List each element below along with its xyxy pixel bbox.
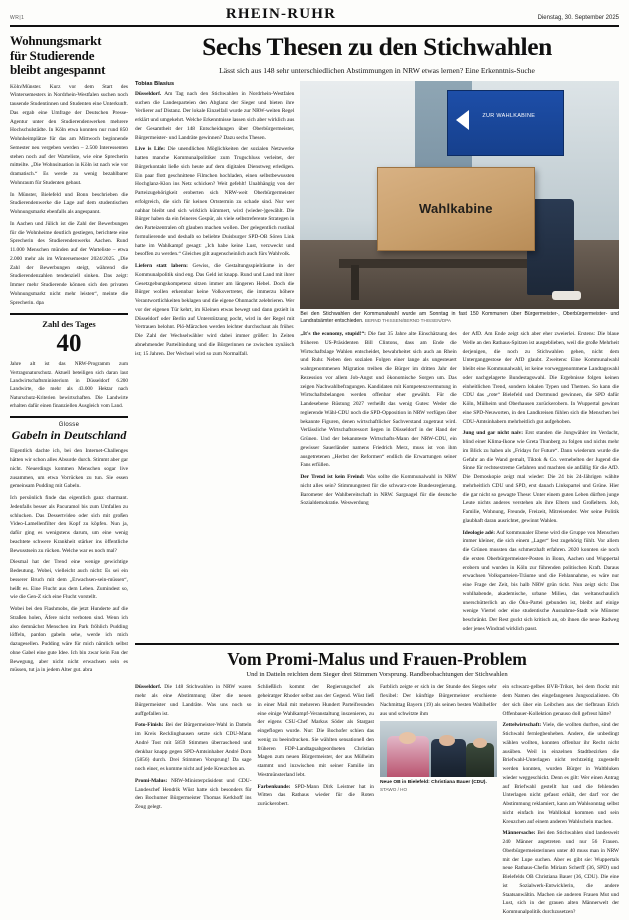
paragraph-text: Gewiss, die Gestaltungsspielräume in der Kommunalpolitik sind eng. Das Geld ist knapp. Rund und Land mit ihrer Gesetzgebungskompetenz sitzen immer am längeren Hebel. Doch die Bürger wollen erkennbar keine Volksvertreter, die immerzu höhere Verantwortlichkeiten beklagen und die eigene Ohnmacht zelebrieren. Wer vor der eigenen Tür kehrt, im Kleinen etwas bewegt und dann gezielt in Düsseldorf oder Berlin auf Unterstützung pocht, wird in der Regel mit Vertrauen belohnt. Plö-Märzchen werden leichter durchschaut als früher. Die Zahl der Wechselwähler wird dabei immer größer: In Zeiten abnehmender Parteibindung und die Bürgerinnen ne zwischen zynäisch ist; 15 Jahren. Der Wechsel wird so zum Normalfall. [135,263,295,357]
main-column [135,32,619,920]
paragraph-lead: Farbenkunde: [257,783,291,790]
zahl-des-tages-text: Jahre alt ist das NRW-Programm zum Vertragsnaturschutz. Aktuell beteiligen sich daran laut Landwirtschaftsministerium in Düsseldorf 6.200 Landwirte, die mehr als 43.000 Hektar nach Naturschutz-Kriterien bewirtschaften. Die Landwirte erhalten dafür einen finanziellen Ausgleich vom Land. [10,361,128,409]
page-title: RHEIN-RUHR [225,6,337,22]
bottom-col-1 [135,683,252,920]
left-paragraph: In Aachen und Jülich ist die Zahl der Bewerbungen für die Wohnheime deutlich gestiegen, berichtete eine Sprecherin des Studierendenwerks Aachen. Rund 11.000 Menschen münden auf der Warteliste – etwa 2.000 mehr als im Wintersemester 2024/2025. „Die Zahl der Bewerbungen steigt, während die Studierendenzahlen tendenziell sinken. Das zeigt: Immer mehr Studierende können sich den privaten Wohnungsmarkt nicht mehr leisten“, meinte die Sprecherin. dpa [10,220,128,306]
left-headline [10,34,128,78]
mini-photo-caption [380,779,497,794]
divider [135,643,619,645]
main-lower-columns [300,330,619,637]
mini-photo-caption-text: Neue OB in Bielefeld: Christiana Bauer (CDU). [380,780,487,786]
paragraph-text: Bei den Stichwahlen sind landesweit 240 Männer angetreten und nur 56 Frauen. Oberbürgermeisterinnen unter 40 muss man in NRW mit der Lupe suchen. Aber es gibt sie: Wuppertals neue Rathaus-Chefin Miriam Scherff (36, SPD) und Bielefelds OB Christiana Bauer (36, CDU). Die eine ist Sozialwerk-Entwicklerin, die andere Staatsanwältin. Machen sie anderen Frauen Mut und Lust, sich in der grauen alten Männerwelt der Kommunalpolitik durchzusetzen? [502,830,619,916]
left-paragraph: In Münster, Bielefeld und Bonn beschrieben die Studierendenwerke die Lage auf dem studentischen Wohnungsmarkt ebenfalls als angespannt. [10,191,128,216]
article-paragraph [503,721,620,826]
paragraph-lead: Jung und gar nicht naiv: [462,430,523,437]
paragraph-lead: Zettelwirtschaft: [502,722,542,729]
glosse-paragraph: Wobei bei den Flashmobs, die jetzt Hunderte auf die Straßen holen, Äfere nicht verboten sind. Wenn ich also demnächst Menschen im Park fröhlich Pudding löffeln, pardon gabeln sehe, werde ich mich dazugesellen. Pudding wäre für mich nämlich selbst ohne Gabel eine gute Idee. Ich bin zwar kein Fan der Bewegung, aber nicht nicht erwachsen sein es müssen, tut ja in jedem Alter gut. abra [10,606,128,674]
paragraph-text: Am Tag nach den Stichwahlen in Nordrhein-Westfalen suchen die Landesparteien den Abglanz der Sieger und bieten ihre Verlierer auf Distanz. Der lokale Einzelfall wurde zur NRW-weiten Regel erklärt und umgekehrt. Welche Erkenntnisse lassen sich aber wirklich aus der Gesamtheit der 148 Entscheidungen über Oberbürgermeister, Bürgermeister- und Landräte gewinnen? Dazu sechs Thesen. [135,90,295,141]
photo-voting-booth-box [377,167,535,251]
article-paragraph [135,777,252,812]
main-col-3 [463,330,619,637]
paragraph-text: Was sollte die Kommunalwahl in NRW nicht alles sein? Stimmungstest für die schwarz-rote Bundesregierung. Barometer der Wahlbereitschaft in NRW. Sargnagel für die deutsche Sozialdemokratie. Weswerdung [300,474,457,507]
article-paragraph [300,330,456,470]
paragraph-lead: Düsseldorf. [135,684,162,691]
masthead [10,3,619,27]
main-col-1 [135,81,294,637]
main-col-2 [300,330,456,637]
paragraph-text: NRW-Ministerpräsident und CDU-Landeschef Hendrik Wüst hatte sich besonders für den Bochumer Bürgermeister Thomas Kerkhoff ins Zeug gelegt. [135,777,252,811]
article-paragraph [463,429,619,525]
main-headline: Sechs Thesen zu den Stichwahlen [202,32,552,61]
left-paragraph: Köln/Münster. Kurz vor dem Start des Wintersemesters in Nordrhein-Westfalen suchen noch tausende Studentinnen und Studenten eine Unterkunft. Das ergab eine Umfrage der Deutschen Presse-Agentur unter den Studierendenwerken mehrere Hochschulstädte. In Köln etwa konnten nur rund 850 Wohnheimplätze für das am Mittwoch beginnende Semester neu vergeben werden – 2.500 Interessenten stehen noch auf der Warteliste, wie eine Sprecherin mitteilte. „Die Wohnsituation in Köln ist nach wie vor dramatisch.“ Es werde zu wenig bezahlbarer Wohnraum für Studenten gebaut. [10,83,128,186]
paragraph-lead: „It's the economy, stupid!“: [300,331,366,338]
left-column [10,32,128,920]
paragraph-lead: Der Trend ist kein Freind: [300,474,365,481]
article-paragraph: Schließlich kommt der Regierungschef als geheiratger Rhoder selbst aus der Gegend. Wüst ließ in einer Mail mit mehreren Hundert Parteifreunden eine einige Wahlkampf-Veranstaltung inszenieren, zu der eigens CSU-Chef Markus Söder als Stargast eingeflogen wurde. Nur: Die Bochofer schien das wenig zu beeindrucken. Sie wählten sensationell den früheren FDP-Landtagsabgeordneten Christian Magen zum neuen Bürgermeister, der aus Mülheim stammt und inzwischen mit seiner Familie im Westmünsterland lebt. [257,684,374,778]
glosse-label: Glosse [58,422,80,429]
divider [10,416,128,418]
photo-sign-text: ZUR WAHLKABINE [482,112,536,119]
zahl-des-tages-title: Zahl des Tages [42,319,96,330]
glosse-title [10,429,128,442]
zahl-des-tages-number: 40 [56,330,82,358]
divider [10,313,128,315]
paragraph-lead: Ideologie adé: [462,529,496,536]
left-headline-line1: Wohnungsmarkt [10,33,102,48]
bottom-col-3 [380,683,497,920]
main-article-columns [135,81,619,637]
photo-ballot-booth [300,81,619,309]
photo-credit: BERND THISSEN/BERND THISSEN/DPA [364,318,451,324]
left-headline-line2: für Studierende [10,47,95,63]
photo-direction-sign [447,90,564,156]
article-paragraph [135,90,294,143]
paragraph-lead: Live is Life: [135,146,166,153]
bottom-col-4 [503,683,620,920]
paragraph-text: Auf kommunaler Ebene wird die Gruppe von Menschen immer kleiner, die sich einem „Lager“ fest zugehörig fühlt. Vor allem die Grünen mussten das schmerzhaft erfahren. 2020 konnten sie noch die ersten Oberbürgermeister-Posten in Bonn, Aachen und Wuppertal erobern und wurden in Köln zur führenden politischen Kraft. Daraus erwachsen Volksparteien-Träume und die Fehlannahme, es wäre nur eine Frage der Zeit, bis halb NRW grün tickt. Nun zeigt sich: Das wohlhabende, akademische, urbane Milieu, das weltanschaulich unerschütterlich an die Öko-Partei gebunden ist, bleibt auf einige wenige Viertel oder eine studentische Ausnahme-Stadt wie Münster beschränkt. Der Rest guckt sich kritisch an, ob ihnen die neue Radweg oder jenes Windrad wirklich passt. [462,529,620,632]
paragraph-lead: Düsseldorf. [135,90,162,97]
photo-booth-label: Wahlkabine [418,201,493,217]
glosse-title-line2: in Deutschland [50,428,127,443]
main-photo-column [300,81,619,637]
mini-photo-credit: STAWO / HO [380,786,408,792]
photo-caption-text: Bei den Stichwahlen der Kommunalwahl wurde am Sonntag in fast 150 Kommunen über Bürgermeister-, Oberbürgermeister- und Landratsämter entschieden. [300,310,619,325]
left-headline-line3: bleibt angespannt [10,62,106,78]
article-paragraph: ein schwarz-gelbes BVB-Trikot, bei dem flockt mit dem Namen des eingefangenen Jungsozialisten. Ob der sich über ein Leibchen aus der tiefbraun Erich Offenbauer-Kollektion genauso doll gefreut hätte? [502,684,619,717]
bottom-col-2 [258,683,375,920]
page-grid [10,32,619,920]
bottom-headline: Vom Promi-Malus und Frauen-Problem [227,648,527,669]
photo-person-head [399,732,416,744]
bottom-subhead: Und in Datteln reichten dem Sieger drei Stimmen Vorsprung. Randbeobachtungen der Stichwahlen [246,671,508,679]
masthead-mark: WR|1 [10,15,25,21]
article-paragraph: Farblich zeigte er sich in der Stunde des Sieges sehr flexibel: Der künftige Bürgermeister erschiente Nachmittag Bayern (19) als seinen besten Wahlhelfer aus und schwitzte ihm [380,684,497,717]
newspaper-page [0,3,629,916]
glosse-paragraph: Ich persönlich finde das eigentlich ganz charmant. Jedenfalls besser als Pacuramol bis zum Umfallen zu schlucken. Das Dessertvideo oder sich mit großen Video-Lamellenfilter den Kopf zu köpfen. Nun ja, dafür ging es wenigstens darum, um eine wenig beachtete schwere Krankheit stärker ins öffentliche Bewusstsein zu rücken. Welche war es noch mal? [10,495,128,554]
article-paragraph: der AfD. Am Ende zeigt sich aber eher zweierlei. Erstens: Die blaue Welle an den Rathaus-Spitzen ist ausgeblieben, weil die große Mehrheit derjenigen, die noch zu Stichwahlen gehen, nicht dem Unterganggestose der AfD glaubt. Zweitens: Eine Kommunalwahl bleibt eine Kommunalwahl, ist keine vorweggenommene Landtagswahl oder nachgelagerte Bundestagswahl. Die Ergebnisse folgen keinen einheitlichen Trend, sondern lokalen Typen und Themen. So kann die CDU das „rote“ Bielefeld und Dortmund gewinnen, die SPD dafür Köln, Mülheim und Oberhausen zurückerobern. In Wuppertal gewinnt eine SPD-Neuworten, in den Landkreisen fühlen sich die Menschen bei CDU-Amtsinhabern mehrheitlich gut aufgehoben. [462,331,620,425]
paragraph-text: Viele, die wollten durften, sind der Stichwahl fernlegbenheben. Andere, die unbedingt wählen wollten, konnten offenbar ihr Recht nicht ausüben. Weil in einzelnen Stadtbezirken die Briefwahl-Unterlagen nicht rechtzeitig zugestellt werden konnten, wurden Bürger in Waltbluken wieder weggeschickt. Denn es gilt: Wer einen Antrag auf Briefwahl gestellt hat und die fehlenden Unterlagen nicht gefasst erhält, der darf vor der Abstimmung reklamiert, kann am Wahlsonntag selbst nicht einfach ins Wahllokal kommen und sein Kreuzchen auf einem anderen Wahlschein machen. [502,722,619,825]
paragraph-text: Bei der Bürgermeister-Wahl in Datteln im Kreis Recklinghausen setzte sich CDU-Mann André Tost mit 5859 Stimmen überraschend und denkbar knapp gegen SPD-Amtsinhaber André Dorn (5856) durch. Drei Stimmen Vorsprung! Da sage noch einer, es komme nicht auf jede Kreuzchen an. [135,722,252,773]
paragraph-lead: Liefern statt labern: [135,263,188,270]
article-paragraph [258,783,375,809]
photo-person-head [439,735,454,746]
arrow-icon [456,110,469,130]
paragraph-text: Erst standen die Jungwähler im Verdacht, blind einer Klima-Ikone wie Greta Thunberg zu folgen und nichts mehr im Blick zu haben als „Fridays for Future“. Dann wiederum wurde die Gefahr an die Wand gemalt, Tiktok & Co. vernebelten der Jugend die Sinne für rechtsextreme Gefahren und machten sie anfällig für die AfD. Die Demoskopie zeigt mal wieder: Die 24 bis 24-Jährigen wählte mehrheitlich CDU und SPD, erst danach Linkspartei und Grüne. Hier die gar nicht so gewagte These: Unter einem guten Leben dürften junge Leute nichts anderes verstehen als ihre Eltern und Großeltern. Job, Familie, Wohnung, Freunde, Freizeit, Mitreisender. Wer seine Politik glaubhaft daran ausrichtet, gewinnt Wahlen. [462,430,620,524]
article-paragraph [135,683,252,718]
article-paragraph [135,145,294,259]
article-paragraph [135,262,294,358]
masthead-date: Dienstag, 30. September 2025 [537,15,619,21]
glosse-paragraph: Eigentlich dachte ich, bei den Internet-Challenges hätten wir schon alles Absurde durch. Stimmt aber gar nicht. Neuerdings kommen Menschen sogar live zusammen, um etwa Vorrücken zu tun. Sie essen gemeinsam Pudding mit Gabeln. [10,448,128,490]
paragraph-lead: Foto-Finish: [135,722,164,729]
bottom-article-columns [135,683,619,920]
paragraph-text: Die unendlichen Möglichkeiten der sozialen Netzwerke hatten manche Kommunalpolitiker zum Trugschluss verleitet, der Bürgerkontakt ließe sich heute auf dem digitalen Dienstweg erledigen. Ein paar flott geschnittene Filmchen hochladen, einen selbstbewussten Hochglanz-Klon ins Netz schicken? Weit gefehlt! Unabhängig von der Parteizugehörigkeit eroberten sich NRW-weit Oberbürgermeister erfolgreich, die sich für keinen Ortstermin zu schade sind. Nur wer nahbar bleibt und sich wirklich kümmert, wird (wieder-)gewählt. Die Bürger haben da ein feineres Gespür, als viele selbstreferente Strategen in den Parteizentralen oft glauben machen wollen. Der gelegentlich rustikal formulierende und deshalb so beliebte Duisburger SPD-OB Sören Link hatte im Wahlkampf gesagt: „Ich habe keine Lust, verzweckt und besoffen zu werden.“ Gleiches gilt augenscheinlich auch fürs Wahlvolk. [135,146,295,258]
main-subhead: Lässt sich aus 148 sehr unterschiedlichen Abstimmungen in NRW etwas lernen? Eine Erkenntnis-Suche [219,65,535,75]
paragraph-text: SPD-Mann Dirk Leistner hat in Witten das Rathaus wieder für die Roten zurückerobert. [257,783,374,808]
paragraph-text: Die 148 Stichwahlen in NRW waren mehr als eine Abstimmung über die neuen Bürgermeister und Landräte. Was uns noch so auffgefallen ist. [135,684,252,717]
glosse-title-line1: Gabeln [11,428,48,443]
photo-voter-shoe [552,291,581,300]
article-paragraph [135,721,252,774]
article-paragraph [463,529,619,634]
article-paragraph [300,473,456,508]
article-paragraph [503,829,620,917]
photo-table-leg [351,265,359,299]
paragraph-text: Die fast 35 Jahre alte Einschätzung des früheren US-Präsidenten Bill Clintons, dass am Ende die Wirtschaftslage Wahlen entscheidet, bewahrheitet sich auch an Rhein und Ruhr. Neben den sozialen Folgen einer lange als ungesteuert wahrgenommenen Migration treiben die Bürger im dritten Jahr der Rezession vor allem Job-Angst und ökonomische Sorgen um. Das zeigen Nachwahlbefragungen. Kandidaten mit Kompetenzvermutung in Wirtschaftsbelangen werden offenbar eher gewählt. Für die Landesebene Rüstung 2027 verheißt das wenig Gutes: Weder die regierende Wähl-CDU noch die SPD-Opposition in NRW verfügen über bekannte Figuren, denen wirtschaftlicher Sachverstand zugetraut wird. Verlässliche Wirtschaftsressort liegen in Düsseldorf in der Hand der Grünen. Und der bekannteste Wirtschafts-Mann der NRW-CDU, ein gewisser Sauerländer namens Friedrich Merz, muss ist von ihm ausgetretenen „Herbst der Reformen“ endlich die Erwartungen seiner Fans erfüllen. [300,331,457,469]
photo-caption [300,309,619,326]
photo-new-mayor [380,721,497,777]
glosse-paragraph: Diesmal hat der Trend eine wenige gewichtige Bedeutung. Wobei, vielleicht auch nicht: Es sei ein besserer Bruch mit dem „Erwachsen-sein-müssen“, heißt es. Eine Flucht aus dem Leben. Zumindest so, wie die Gen-Z sich eine Flucht vorstellt. [10,559,128,601]
paragraph-lead: Promi-Malus: [135,777,168,784]
main-photo [300,81,619,326]
byline: Tobias Blasius [135,80,175,87]
paragraph-lead: Männersache: [502,830,536,837]
